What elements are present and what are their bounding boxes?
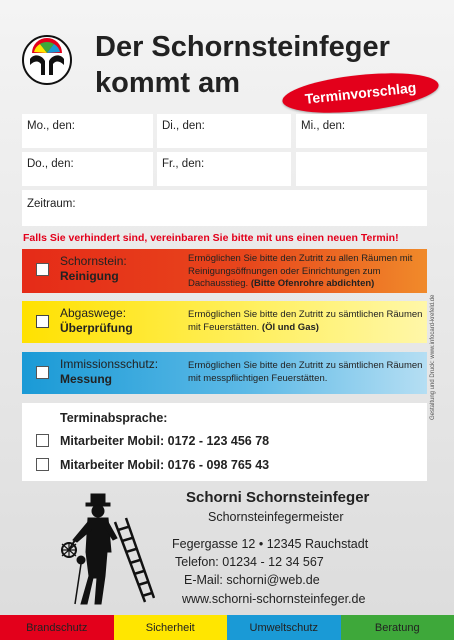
appointment-badge: Terminvorschlag <box>281 67 441 119</box>
thursday-field[interactable] <box>22 152 153 186</box>
monday-label: Mo., den: <box>27 120 75 132</box>
company-phone: Telefon: 01234 - 12 34 567 <box>175 555 324 569</box>
title-line-2: kommt am <box>95 67 241 99</box>
service-inspection <box>22 301 427 343</box>
tuesday-label: Di., den: <box>162 120 205 132</box>
appointment-contact-box <box>22 403 427 481</box>
footer-fire-protection: Brandschutz <box>0 615 114 640</box>
contact-heading: Terminabsprache: <box>60 411 168 425</box>
timespan-label: Zeitraum: <box>27 198 76 210</box>
company-address: Fegergasse 12 • 12345 Rauchstadt <box>172 537 369 551</box>
footer-bar <box>0 615 454 640</box>
mobile2-checkbox[interactable] <box>36 458 49 471</box>
wednesday-label: Mi., den: <box>301 120 346 132</box>
footer-environment: Umweltschutz <box>227 615 341 640</box>
inspection-checkbox[interactable] <box>36 315 49 328</box>
measurement-checkbox[interactable] <box>36 366 49 379</box>
measurement-label: Immissionsschutz: Messung <box>60 357 159 386</box>
company-title: Schornsteinfegermeister <box>208 510 344 524</box>
measurement-description: Ermöglichen Sie bitte den Zutritt zu sämtlichen Räumen mit messpflichtigen Feuerstätten. <box>188 360 423 384</box>
company-email[interactable]: E-Mail: schorni@web.de <box>184 573 320 587</box>
footer-safety: Sicherheit <box>114 615 228 640</box>
mobile2-text: Mitarbeiter Mobil: 0176 - 098 765 43 <box>60 458 270 472</box>
service-measurement <box>22 352 427 394</box>
monday-field[interactable] <box>22 114 153 148</box>
mobile1-text: Mitarbeiter Mobil: 0172 - 123 456 78 <box>60 434 270 448</box>
cleaning-label: Schornstein: Reinigung <box>60 254 127 283</box>
inspection-description: Ermöglichen Sie bitte den Zutritt zu sämtlichen Räumen mit Feuerstätten. (Öl und Gas) <box>188 309 423 333</box>
company-website[interactable]: www.schorni-schornsteinfeger.de <box>182 592 366 606</box>
inspection-label: Abgaswege: Überprüfung <box>60 306 133 335</box>
extra-field[interactable] <box>296 152 427 186</box>
guild-logo-icon <box>22 35 72 85</box>
tuesday-field[interactable] <box>157 114 291 148</box>
friday-label: Fr., den: <box>162 158 205 170</box>
timespan-field[interactable] <box>22 190 427 226</box>
title-line-1: Der Schornsteinfeger <box>95 31 390 63</box>
chimney-sweep-icon <box>55 492 155 607</box>
wednesday-field[interactable] <box>296 114 427 148</box>
mobile1-checkbox[interactable] <box>36 434 49 447</box>
thursday-label: Do., den: <box>27 158 74 170</box>
service-cleaning <box>22 249 427 293</box>
print-credit: Gestaltung und Druck: www.infocard-krefeld.de <box>430 294 436 420</box>
company-name: Schorni Schornsteinfeger <box>186 489 370 506</box>
footer-consulting: Beratung <box>341 615 454 640</box>
cleaning-checkbox[interactable] <box>36 263 49 276</box>
friday-field[interactable] <box>157 152 291 186</box>
reschedule-warning: Falls Sie verhindert sind, vereinbaren Sie bitte mit uns einen neuen Termin! <box>23 232 399 244</box>
cleaning-description: Ermöglichen Sie bitte den Zutritt zu allen Räumen mit Reinigungsöffnungen oder Einrichtungen zum Dachausstieg. (Bitte Ofenrohre abdichten) <box>188 253 413 289</box>
